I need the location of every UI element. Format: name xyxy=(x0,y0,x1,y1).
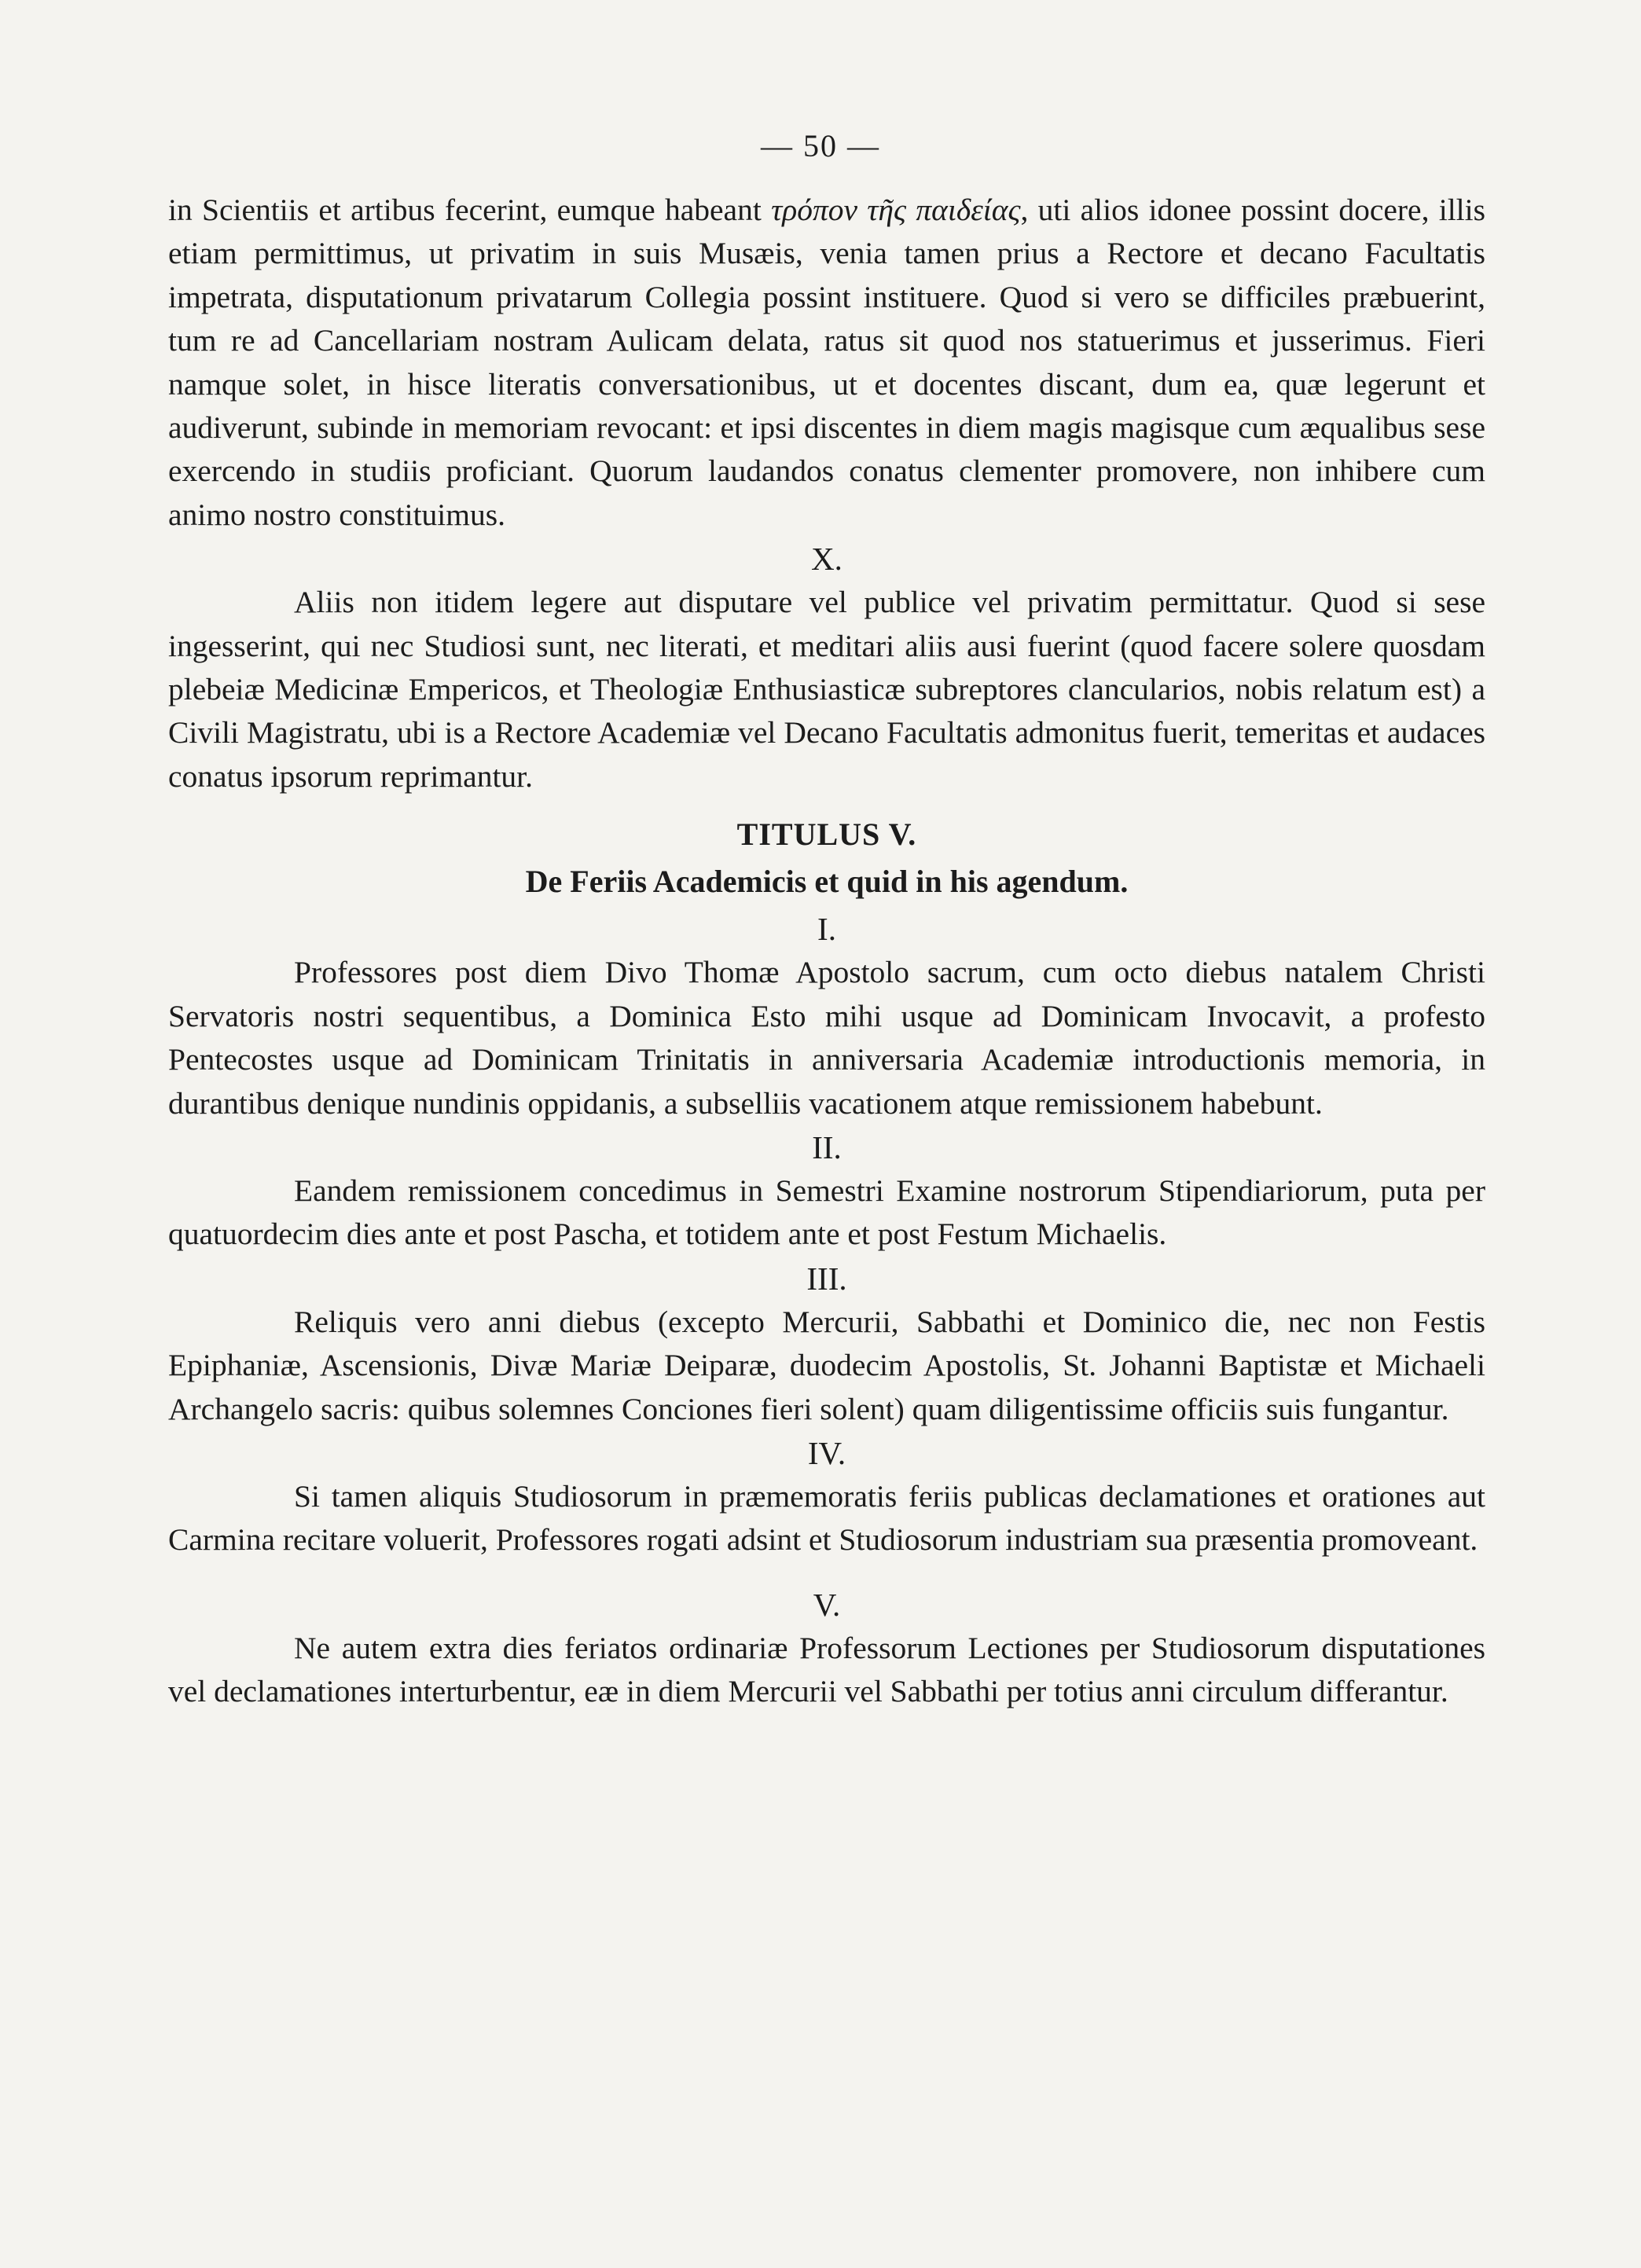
section-number-iii: III. xyxy=(806,1260,847,1297)
paragraph-section-v: Ne autem extra dies feriatos ordinariæ Professorum Lectiones per Studiosorum disputationes vel declamationes interturbentur, eæ in diem Mercurii vel Sabbathi per totius anni circulum differantur. xyxy=(168,1630,1485,1709)
section-number-x: X. xyxy=(811,541,843,578)
section-number-ii: II. xyxy=(812,1128,842,1165)
section-number-v: V. xyxy=(813,1586,841,1623)
paragraph-section-iii: Reliquis vero anni diebus (excepto Mercurii, Sabbathi et Dominico die, nec non Festis Epiphaniæ, Ascensionis, Divæ Mariæ Deiparæ, duodecim Apostolis, St. Johanni Baptistæ et Michaeli Archangelo sacris: quibus solemnes Conciones fieri solent) quam diligentissime officiis suis fungantur. xyxy=(168,1304,1485,1426)
greek-phrase: τρόπον τῆς παιδείας xyxy=(771,193,1021,227)
paragraph-text: in Scientiis et artibus fecerint, eumque habeant xyxy=(168,193,772,227)
title-subheading: De Feriis Academicis et quid in his agendum. xyxy=(525,864,1129,900)
section-number-i: I. xyxy=(817,911,836,948)
paragraph-section-i: Professores post diem Divo Thomæ Apostolo sacrum, cum octo diebus natalem Christi Servatoris nostri sequentibus, a Dominica Esto mihi usque ad Dominicam Invocavit, a profesto Pentecostes usque ad Dominicam Trinitatis in anniversaria Academiæ introductionis memoria, in durantibus denique nundinis oppidanis, a subselliis vacationem atque remissionem habebunt. xyxy=(168,955,1485,1121)
section-number-iv: IV. xyxy=(807,1434,846,1471)
page-number: — 50 — xyxy=(761,128,880,163)
title-heading: TITULUS V. xyxy=(736,817,917,853)
paragraph-continuation xyxy=(168,189,1485,537)
text-column xyxy=(168,189,1485,1714)
paragraph-section-iv: Si tamen aliquis Studiosorum in præmemoratis feriis publicas declamationes et orationes aut Carmina recitare voluerit, Professores rogati adsint et Studiosorum industriam sua præsentia promoveant. xyxy=(168,1478,1485,1558)
paragraph-section-ii: Eandem remissionem concedimus in Semestri Examine nostrorum Stipendiariorum, puta per quatuordecim dies ante et post Pascha, et totidem ante et post Festum Michaelis. xyxy=(168,1173,1485,1252)
paragraph-section-x: Aliis non itidem legere aut disputare vel publice vel privatim permittatur. Quod si sese ingesserint, qui nec Studiosi sunt, nec literati, et meditari aliis ausi fuerint (quod facere solere quosdam plebeiæ Medicinæ Empericos, et Theologiæ Enthusiasticæ subreptores clancularios, nobis relatum est) a Civili Magistratu, ubi is a Rectore Academiæ vel Decano Facultatis admonitus fuerit, temeritas et audaces conatus ipsorum reprimantur. xyxy=(168,585,1485,794)
paragraph-text: , uti alios idonee possint docere, illis etiam permittimus, ut privatim in suis Musæis, venia tamen prius a Rectore et decano Facultatis impetrata, disputationum privatarum Collegia possint instituere. Quod si vero se difficiles præbuerint, tum re ad Cancellariam nostram Aulicam delata, ratus sit quod nos statuerimus et jusserimus. Fieri namque solet, in hisce literatis conversationibus, ut et docentes discant, dum ea, quæ legerunt et audiverunt, subinde in memoriam revocant: et ipsi discentes in diem magis magisque cum æqualibus sese exercendo in studiis proficiant. Quorum laudandos conatus clementer promovere, non inhibere cum animo nostro constituimus. xyxy=(168,193,1485,532)
